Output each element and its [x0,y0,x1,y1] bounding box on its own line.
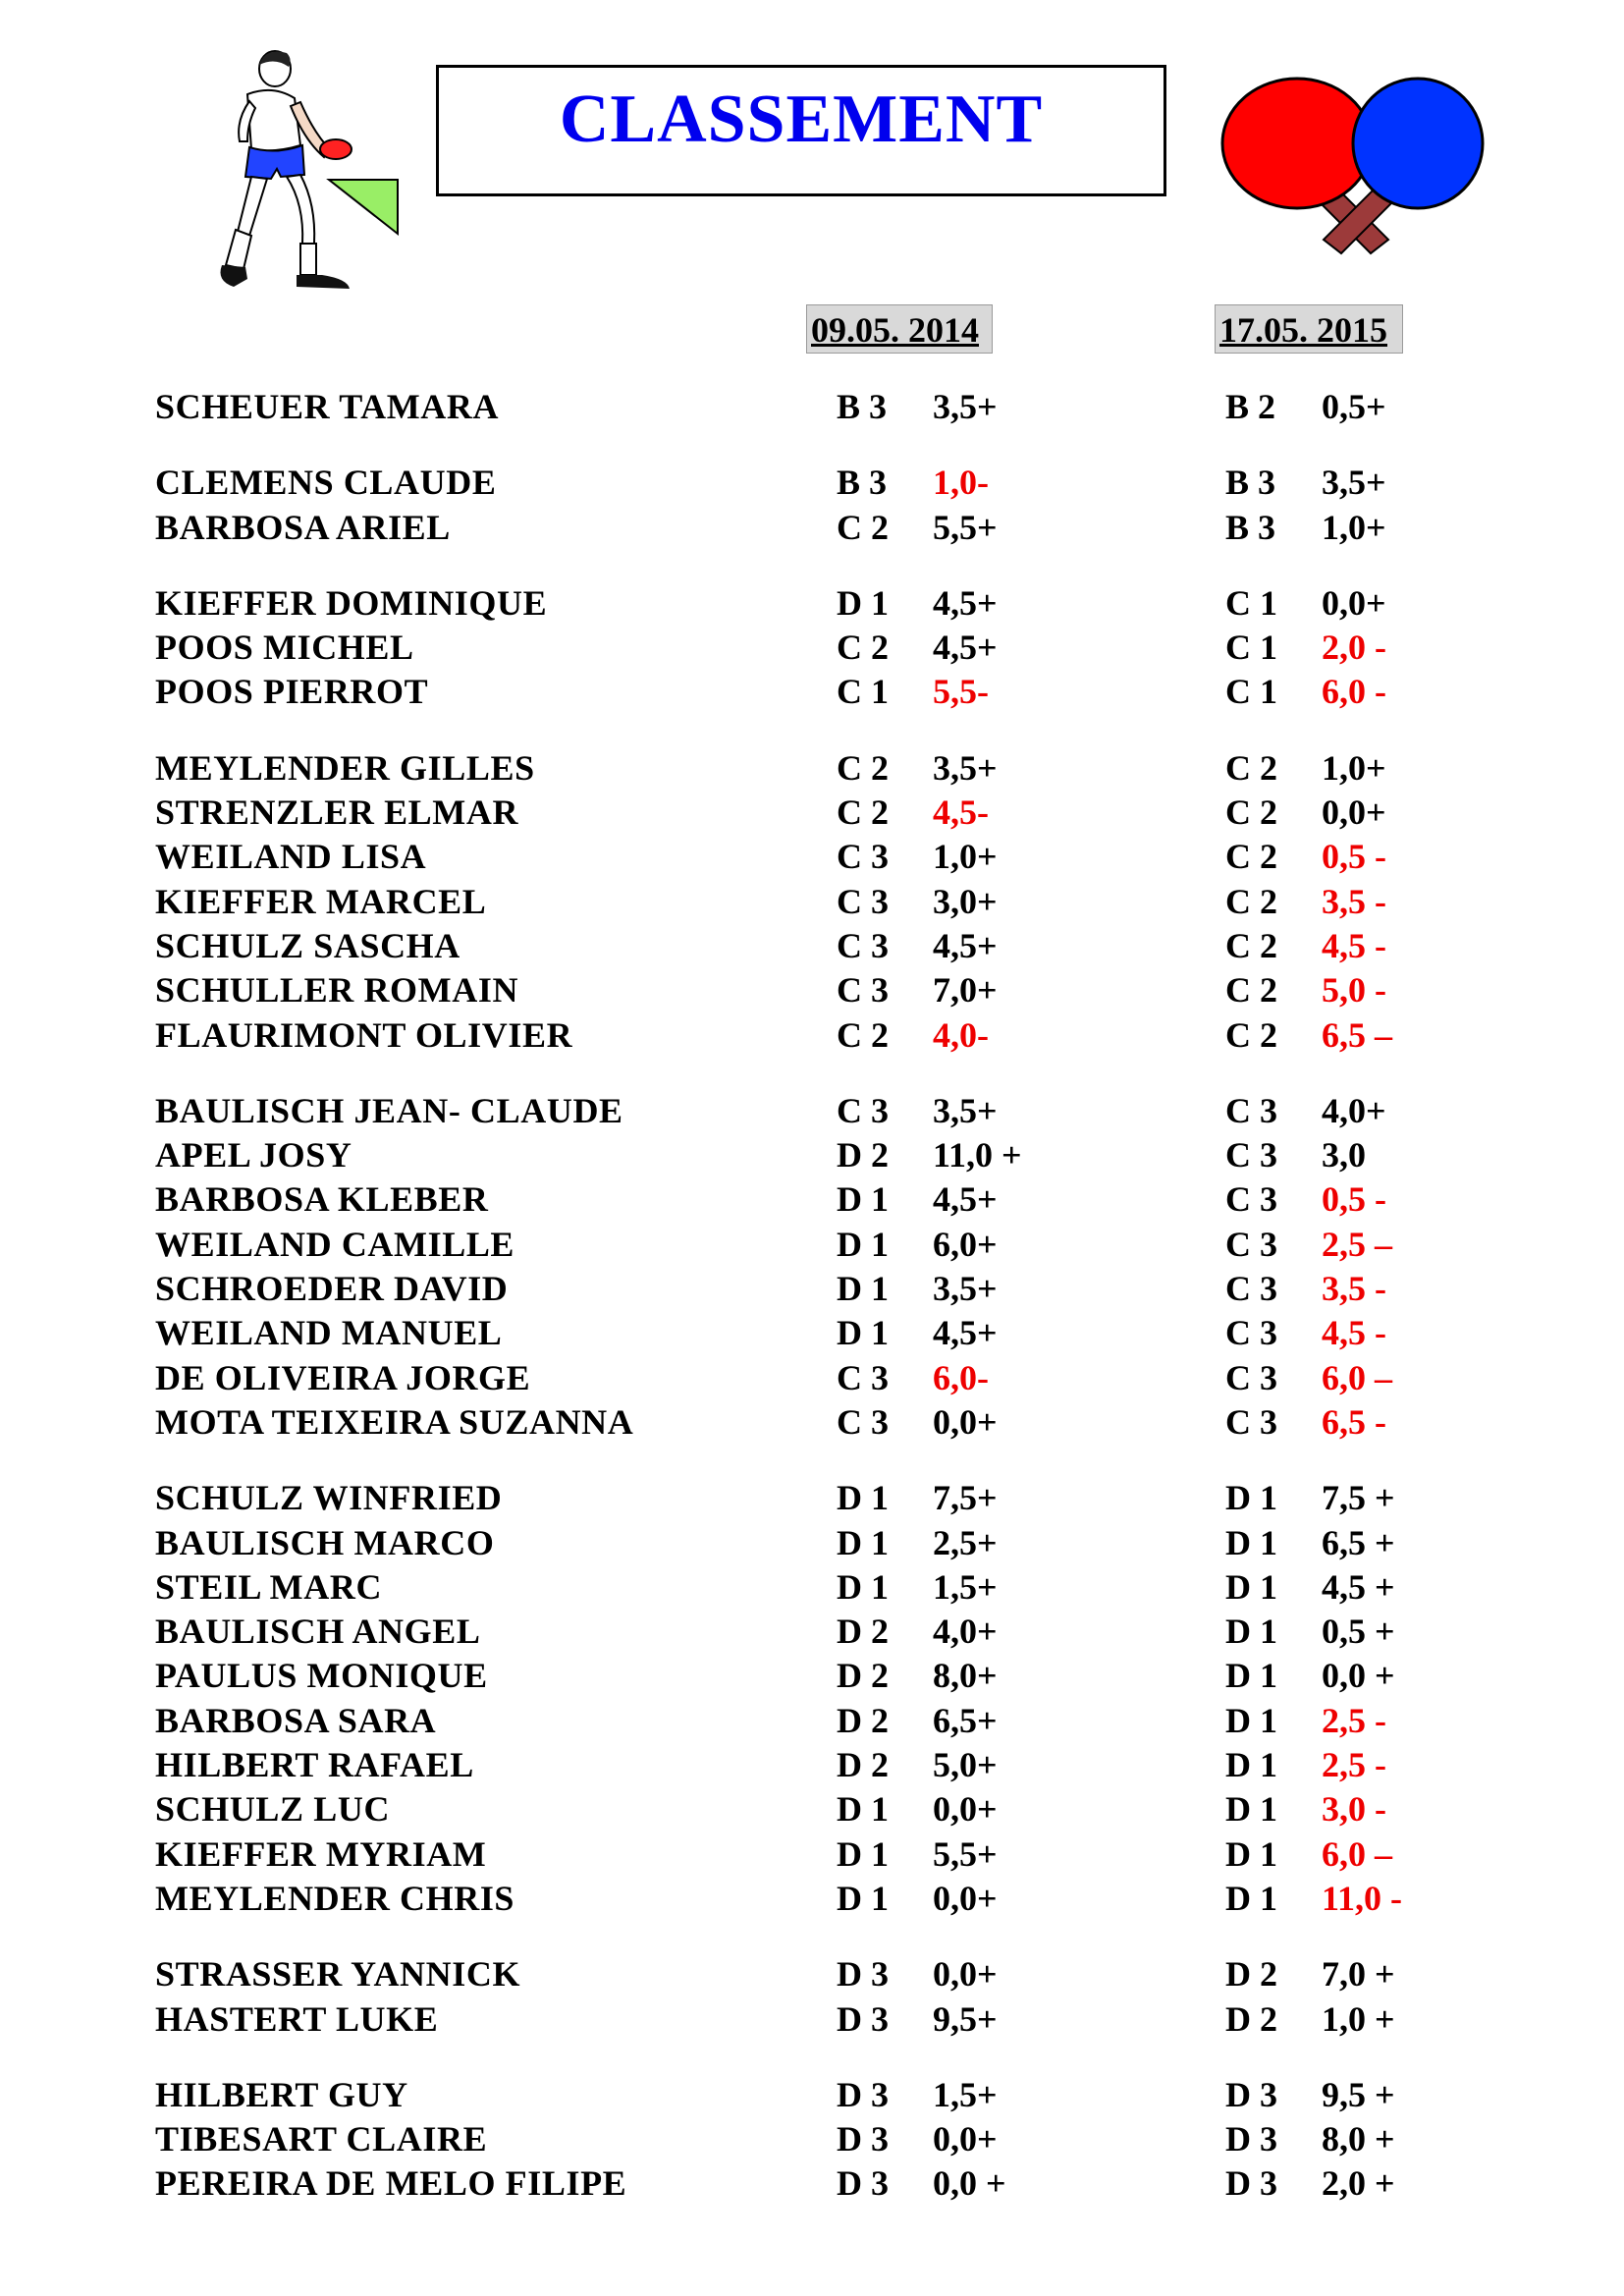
ranking-row [0,1400,1624,1444]
points-2015: 6,0 – [1322,1834,1392,1874]
points-2015: 4,0+ [1322,1091,1386,1130]
class-2015: D 1 [1225,1834,1277,1874]
points-2015: 11,0 - [1322,1879,1403,1918]
ranking-row [0,2117,1624,2160]
points-2015: 0,5+ [1322,387,1386,426]
points-2014: 1,5+ [933,1567,998,1607]
class-2015: C 2 [1225,793,1277,832]
class-2015: D 3 [1225,2075,1277,2114]
title-box [436,65,1166,196]
class-2014: C 3 [837,926,889,965]
date-header-2015: 17.05. 2015 [1215,304,1403,354]
points-2015: 2,5 - [1322,1745,1386,1784]
player-name: BARBOSA KLEBER [155,1179,489,1219]
class-2015: C 2 [1225,926,1277,965]
class-2014: D 3 [837,2075,889,2114]
date-header-2014: 09.05. 2014 [806,304,993,354]
class-2015: D 1 [1225,1701,1277,1740]
class-2015: C 3 [1225,1313,1277,1352]
points-2014: 7,5+ [933,1478,998,1517]
points-2015: 7,5 + [1322,1478,1395,1517]
class-2015: D 1 [1225,1879,1277,1918]
points-2014: 5,5- [933,672,989,711]
player-name: HILBERT GUY [155,2075,408,2114]
points-2014: 4,5- [933,793,989,832]
points-2015: 3,0 - [1322,1789,1386,1829]
class-2014: D 1 [837,1478,889,1517]
ranking-row [0,924,1624,967]
points-2014: 2,5+ [933,1523,998,1562]
points-2014: 3,5+ [933,748,998,788]
player-name: POOS MICHEL [155,628,414,667]
class-2015: C 3 [1225,1225,1277,1264]
ranking-row [0,1356,1624,1399]
class-2015: C 2 [1225,1015,1277,1055]
points-2014: 0,0+ [933,1789,998,1829]
ranking-row [0,880,1624,923]
player-name: FLAURIMONT OLIVIER [155,1015,573,1055]
points-2014: 3,0+ [933,882,998,921]
ranking-row [0,1013,1624,1057]
player-name: BARBOSA SARA [155,1701,437,1740]
class-2015: C 3 [1225,1179,1277,1219]
points-2015: 8,0 + [1322,2119,1395,2159]
class-2015: C 3 [1225,1358,1277,1397]
class-2014: D 3 [837,1954,889,1994]
points-2015: 6,0 – [1322,1358,1392,1397]
class-2014: C 2 [837,1015,889,1055]
class-2014: C 3 [837,1091,889,1130]
class-2015: D 3 [1225,2163,1277,2203]
ranking-row [0,1699,1624,1742]
player-name: PEREIRA DE MELO FILIPE [155,2163,627,2203]
class-2014: D 1 [837,583,889,623]
points-2014: 4,5+ [933,1179,998,1219]
ranking-row [0,581,1624,625]
class-2015: C 2 [1225,882,1277,921]
player-name: SCHULZ WINFRIED [155,1478,503,1517]
points-2015: 6,5 - [1322,1402,1386,1442]
ranking-row [0,1952,1624,1995]
ranking-row [0,746,1624,790]
points-2015: 0,0+ [1322,583,1386,623]
class-2014: B 3 [837,463,888,502]
points-2014: 0,0 + [933,2163,1006,2203]
player-name: MOTA TEIXEIRA SUZANNA [155,1402,634,1442]
class-2014: B 3 [837,387,888,426]
points-2014: 0,0+ [933,2119,998,2159]
class-2014: C 1 [837,672,889,711]
class-2014: D 2 [837,1612,889,1651]
class-2014: C 3 [837,1402,889,1442]
player-name: APEL JOSY [155,1135,352,1175]
ranking-row [0,461,1624,504]
class-2015: D 2 [1225,1999,1277,2039]
class-2015: C 1 [1225,628,1277,667]
points-2014: 0,0+ [933,1879,998,1918]
points-2015: 3,5+ [1322,463,1386,502]
class-2014: C 2 [837,508,889,547]
points-2015: 1,0+ [1322,748,1386,788]
class-2014: D 1 [837,1567,889,1607]
class-2015: C 3 [1225,1269,1277,1308]
points-2014: 5,5+ [933,508,998,547]
points-2015: 0,0+ [1322,793,1386,832]
points-2014: 7,0+ [933,970,998,1010]
player-name: SCHULLER ROMAIN [155,970,519,1010]
class-2014: C 2 [837,748,889,788]
ranking-row [0,2073,1624,2116]
player-name: MEYLENDER GILLES [155,748,535,788]
class-2015: D 1 [1225,1478,1277,1517]
class-2015: C 1 [1225,672,1277,711]
player-name: STRASSER YANNICK [155,1954,521,1994]
player-name: BARBOSA ARIEL [155,508,451,547]
player-name: STRENZLER ELMAR [155,793,519,832]
ranking-row [0,1654,1624,1697]
player-name: WEILAND CAMILLE [155,1225,515,1264]
points-2015: 2,5 - [1322,1701,1386,1740]
player-name: MEYLENDER CHRIS [155,1879,515,1918]
points-2014: 6,0- [933,1358,989,1397]
points-2015: 3,5 - [1322,1269,1386,1308]
class-2014: D 1 [837,1834,889,1874]
class-2015: D 1 [1225,1745,1277,1784]
points-2014: 0,0+ [933,1954,998,1994]
points-2015: 1,0 + [1322,1999,1395,2039]
class-2015: B 3 [1225,463,1276,502]
points-2014: 6,5+ [933,1701,998,1740]
points-2015: 1,0+ [1322,508,1386,547]
ranking-row [0,1521,1624,1564]
ranking-row [0,1089,1624,1132]
class-2015: D 3 [1225,2119,1277,2159]
ranking-row [0,1832,1624,1876]
points-2014: 3,5+ [933,1269,998,1308]
class-2014: D 3 [837,2119,889,2159]
player-name: SCHROEDER DAVID [155,1269,509,1308]
class-2015: D 1 [1225,1523,1277,1562]
points-2015: 3,5 - [1322,882,1386,921]
player-name: SCHULZ LUC [155,1789,391,1829]
class-2015: D 1 [1225,1612,1277,1651]
player-name: WEILAND LISA [155,837,427,876]
points-2015: 5,0 - [1322,970,1386,1010]
points-2014: 9,5+ [933,1999,998,2039]
points-2014: 1,5+ [933,2075,998,2114]
ranking-row [0,385,1624,428]
class-2015: B 2 [1225,387,1276,426]
points-2014: 4,5+ [933,1313,998,1352]
points-2014: 5,0+ [933,1745,998,1784]
class-2014: D 1 [837,1269,889,1308]
player-name: TIBESART CLAIRE [155,2119,488,2159]
ranking-row [0,1267,1624,1310]
player-name: BAULISCH MARCO [155,1523,495,1562]
points-2015: 6,5 – [1322,1015,1392,1055]
points-2015: 7,0 + [1322,1954,1395,1994]
points-2015: 0,0 + [1322,1656,1395,1695]
ranking-row [0,670,1624,713]
ranking-row [0,1133,1624,1176]
table-tennis-player-icon [157,47,412,312]
player-name: SCHEUER TAMARA [155,387,500,426]
points-2014: 1,0- [933,463,989,502]
points-2015: 3,0 [1322,1135,1366,1175]
player-name: KIEFFER MARCEL [155,882,487,921]
points-2014: 1,0+ [933,837,998,876]
ranking-row [0,1223,1624,1266]
player-name: DE OLIVEIRA JORGE [155,1358,531,1397]
ranking-row [0,1787,1624,1831]
class-2014: D 2 [837,1745,889,1784]
points-2014: 4,5+ [933,628,998,667]
player-name: HASTERT LUKE [155,1999,439,2039]
points-2014: 4,5+ [933,583,998,623]
ranking-row [0,1311,1624,1354]
class-2014: C 3 [837,882,889,921]
player-name: KIEFFER DOMINIQUE [155,583,548,623]
class-2015: C 2 [1225,970,1277,1010]
class-2014: C 3 [837,970,889,1010]
points-2015: 4,5 + [1322,1567,1395,1607]
class-2015: C 3 [1225,1402,1277,1442]
class-2014: D 1 [837,1789,889,1829]
player-name: SCHULZ SASCHA [155,926,460,965]
ranking-row [0,968,1624,1011]
ranking-row [0,1610,1624,1653]
points-2014: 4,5+ [933,926,998,965]
player-name: PAULUS MONIQUE [155,1656,488,1695]
player-name: WEILAND MANUEL [155,1313,503,1352]
points-2014: 4,0- [933,1015,989,1055]
points-2014: 3,5+ [933,387,998,426]
points-2015: 2,0 + [1322,2163,1395,2203]
class-2015: C 2 [1225,837,1277,876]
class-2014: C 3 [837,1358,889,1397]
points-2015: 6,0 - [1322,672,1386,711]
points-2015: 0,5 - [1322,837,1386,876]
crossed-paddles-icon [1214,73,1498,259]
ranking-row [0,1476,1624,1519]
ranking-row [0,1565,1624,1609]
class-2015: C 3 [1225,1091,1277,1130]
ranking-row [0,1177,1624,1221]
class-2015: D 2 [1225,1954,1277,1994]
class-2014: D 1 [837,1225,889,1264]
class-2014: D 1 [837,1179,889,1219]
ranking-row [0,506,1624,549]
points-2014: 6,0+ [933,1225,998,1264]
points-2014: 11,0 + [933,1135,1022,1175]
points-2015: 4,5 - [1322,926,1386,965]
points-2015: 0,5 + [1322,1612,1395,1651]
class-2014: D 1 [837,1879,889,1918]
class-2014: D 3 [837,1999,889,2039]
ranking-row [0,835,1624,878]
player-name: BAULISCH ANGEL [155,1612,481,1651]
class-2015: D 1 [1225,1656,1277,1695]
class-2015: D 1 [1225,1567,1277,1607]
points-2014: 5,5+ [933,1834,998,1874]
class-2014: D 1 [837,1313,889,1352]
player-name: KIEFFER MYRIAM [155,1834,487,1874]
points-2015: 4,5 - [1322,1313,1386,1352]
page-title: CLASSEMENT [559,82,1044,157]
points-2015: 6,5 + [1322,1523,1395,1562]
class-2014: D 2 [837,1701,889,1740]
ranking-row [0,1997,1624,2041]
class-2014: C 2 [837,793,889,832]
player-name: HILBERT RAFAEL [155,1745,474,1784]
player-name: POOS PIERROT [155,672,429,711]
class-2014: D 2 [837,1656,889,1695]
points-2015: 2,0 - [1322,628,1386,667]
class-2015: D 1 [1225,1789,1277,1829]
class-2014: D 1 [837,1523,889,1562]
player-name: CLEMENS CLAUDE [155,463,497,502]
class-2015: B 3 [1225,508,1276,547]
ranking-row [0,1743,1624,1786]
class-2014: D 2 [837,1135,889,1175]
ranking-row [0,2161,1624,2205]
class-2015: C 2 [1225,748,1277,788]
class-2014: C 2 [837,628,889,667]
class-2014: D 3 [837,2163,889,2203]
points-2014: 4,0+ [933,1612,998,1651]
points-2015: 9,5 + [1322,2075,1395,2114]
player-name: STEIL MARC [155,1567,383,1607]
points-2015: 0,5 - [1322,1179,1386,1219]
class-2014: C 3 [837,837,889,876]
player-name: BAULISCH JEAN- CLAUDE [155,1091,623,1130]
points-2014: 0,0+ [933,1402,998,1442]
class-2015: C 1 [1225,583,1277,623]
ranking-row [0,626,1624,669]
class-2015: C 3 [1225,1135,1277,1175]
ranking-row [0,1877,1624,1920]
points-2014: 8,0+ [933,1656,998,1695]
points-2015: 2,5 – [1322,1225,1392,1264]
ranking-row [0,791,1624,834]
points-2014: 3,5+ [933,1091,998,1130]
